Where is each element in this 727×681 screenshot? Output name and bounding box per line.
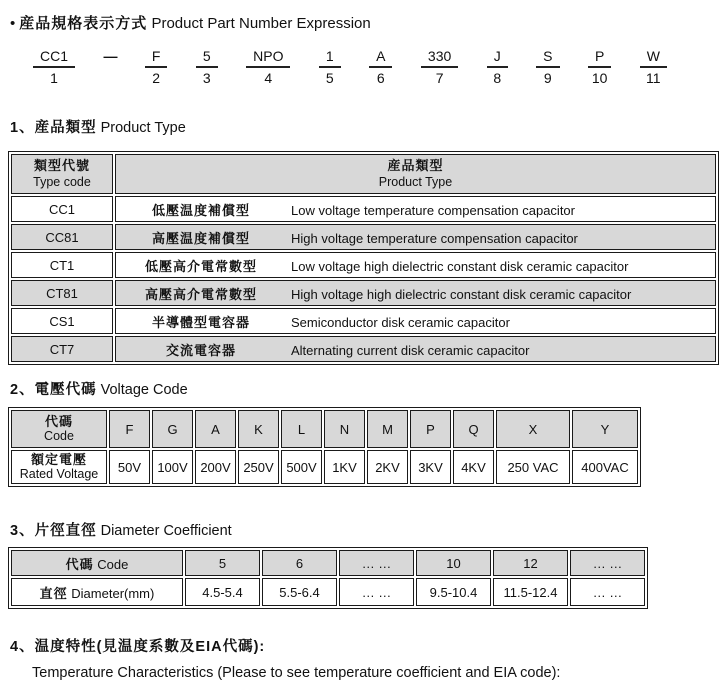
part-number-segment [487,48,508,86]
section-4-english-line: Temperature Characteristics (Please to see temperature coefficient and EIA code): [32,665,561,681]
part-number-position: 5 [325,70,334,86]
product-name-zh: 交流電容器 [165,342,236,358]
diameter-code-label-cell [11,550,183,576]
voltage-code-table [8,407,641,487]
product-name-en: Low voltage temperature compensation capacitor [291,202,575,218]
part-number-segment [33,48,75,86]
part-number-code: 1 [319,48,341,68]
rated-voltage-cell: 100V [152,450,193,484]
voltage-code-label-en: Code [44,429,74,443]
voltage-code-cell: F [109,410,150,448]
diameter-label-en: Diameter(mm) [71,585,155,601]
part-number-code: F [145,48,168,68]
section-2-heading [10,378,727,399]
part-number-position: 3 [202,70,211,86]
voltage-code-cell: Y [572,410,638,448]
voltage-code-cell: X [496,410,570,448]
product-type-cell [115,308,716,334]
part-number-code: P [588,48,611,68]
product-type-row [11,308,716,334]
part-number-code: S [536,48,559,68]
diameter-table [8,547,648,609]
part-number-code: 5 [196,48,218,68]
part-number-segment [319,48,341,86]
voltage-code-label-zh: 代碼 [44,414,73,429]
rated-voltage-cell: 1KV [324,450,365,484]
product-type-cell [115,224,716,250]
diameter-code-cell: 12 [493,550,568,576]
product-name-en: Semiconductor disk ceramic capacitor [291,314,510,330]
page-title-en: Product Part Number Expression [151,15,371,32]
part-number-code: 330 [421,48,458,68]
diameter-code-label-en: Code [97,556,129,572]
product-type-row [11,196,716,222]
part-number-segment [640,48,667,86]
part-number-segment [145,48,168,86]
type-code-cell: CT7 [11,336,113,362]
type-code-cell: CC81 [11,224,113,250]
product-type-header-cell [115,154,716,194]
diameter-value-cell: 5.5-6.4 [262,578,337,606]
part-number-position: 8 [493,70,502,86]
part-number-dash-icon: — [103,48,117,64]
rated-voltage-label-cell [11,450,107,484]
diameter-value-cell: … … [339,578,414,606]
voltage-code-label-cell [11,410,107,448]
product-type-cell [115,336,716,362]
part-number-row [33,48,667,86]
part-number-segment [588,48,611,86]
rated-voltage-cell: 400VAC [572,450,638,484]
voltage-code-cell: G [152,410,193,448]
product-name-zh: 低壓温度補償型 [151,202,250,218]
part-number-code: CC1 [33,48,75,68]
diameter-code-cell: 6 [262,550,337,576]
bullet-icon: • [10,15,16,32]
part-number-position: 4 [264,70,273,86]
type-code-cell: CC1 [11,196,113,222]
diameter-value-row [11,578,645,606]
part-number-position: 6 [376,70,385,86]
section-2-heading-en: Voltage Code [100,382,188,398]
section-2-heading-zh: 2、電壓代碼 [10,382,97,398]
product-type-header-en: Product Type [378,175,453,189]
type-code-header-cell [11,154,113,194]
voltage-code-cell: N [324,410,365,448]
section-1-heading-en: Product Type [100,120,186,136]
rated-voltage-row [11,450,638,484]
section-4-heading-zh: 4、温度特性(見温度系數及EIA代碼): [10,639,266,655]
part-number-segment [196,48,218,86]
product-type-cell [115,196,716,222]
rated-voltage-label-zh: 額定電壓 [30,452,87,467]
part-number-position: 10 [591,70,608,86]
part-number-segment [421,48,458,86]
rated-voltage-label-en: Rated Voltage [19,467,99,481]
part-number-segment [246,48,290,86]
diameter-label-cell [11,578,183,606]
type-code-header-en: Type code [33,175,91,189]
rated-voltage-cell: 4KV [453,450,494,484]
diameter-value-cell: 11.5-12.4 [493,578,568,606]
product-name-en: Low voltage high dielectric constant disk ceramic capacitor [291,258,629,274]
voltage-code-cell: L [281,410,322,448]
rated-voltage-cell: 250 VAC [496,450,570,484]
part-number-position: 9 [543,70,552,86]
section-3-heading-en: Diameter Coefficient [100,523,232,539]
type-code-header-zh: 類型代號 [33,158,90,173]
diameter-table-body [11,550,645,606]
product-type-row [11,224,716,250]
page-title-zh: 産品規格表示方式 [19,15,148,32]
diameter-code-cell: … … [339,550,414,576]
voltage-code-cell: Q [453,410,494,448]
voltage-code-cell: M [367,410,408,448]
part-number-code: NPO [246,48,290,68]
product-type-table [8,151,719,365]
voltage-code-header-row [11,410,638,448]
rated-voltage-cell: 200V [195,450,236,484]
diameter-code-cell: 5 [185,550,260,576]
diameter-label-zh: 直徑 [39,585,68,601]
product-type-row [11,280,716,306]
part-number-position: 11 [646,70,661,86]
product-name-en: High voltage high dielectric constant disk ceramic capacitor [291,286,632,302]
part-number-code: W [640,48,667,68]
type-code-cell: CT1 [11,252,113,278]
rated-voltage-cell: 500V [281,450,322,484]
rated-voltage-cell: 2KV [367,450,408,484]
section-3-heading [10,519,727,540]
type-code-cell: CS1 [11,308,113,334]
diameter-value-cell: 4.5-5.4 [185,578,260,606]
product-name-zh: 半導體型電容器 [151,314,250,330]
product-type-cell [115,280,716,306]
rated-voltage-cell: 250V [238,450,279,484]
section-1-heading-zh: 1、産品類型 [10,120,97,136]
product-type-header-zh: 産品類型 [387,158,444,173]
page-title [0,0,727,33]
product-type-header-row [11,154,716,194]
part-number-code: J [487,48,508,68]
section-4-heading [10,635,727,656]
part-number-position: 2 [152,70,161,86]
diameter-code-header-row [11,550,645,576]
part-number-segment [369,48,392,86]
product-name-zh: 低壓高介電常數型 [144,258,257,274]
section-1-heading [10,116,727,137]
voltage-code-cell: P [410,410,451,448]
rated-voltage-cell: 3KV [410,450,451,484]
product-name-en: High voltage temperature compensation capacitor [291,230,578,246]
diameter-value-cell: 9.5-10.4 [416,578,491,606]
product-name-zh: 高壓高介電常數型 [144,286,257,302]
product-name-zh: 高壓温度補償型 [151,230,250,246]
part-number-position: 7 [435,70,444,86]
diameter-value-cell: … … [570,578,645,606]
voltage-code-table-body [11,410,638,484]
type-code-cell: CT81 [11,280,113,306]
diameter-code-cell: … … [570,550,645,576]
part-number-code: A [369,48,392,68]
product-type-row [11,252,716,278]
voltage-code-cell: K [238,410,279,448]
product-type-cell [115,252,716,278]
diameter-code-cell: 10 [416,550,491,576]
product-type-row [11,336,716,362]
product-type-table-body [11,196,716,362]
section-3-heading-zh: 3、片徑直徑 [10,523,97,539]
part-number-position: 1 [50,70,58,86]
diameter-code-label-zh: 代碼 [65,556,94,572]
voltage-code-cell: A [195,410,236,448]
rated-voltage-cell: 50V [109,450,150,484]
product-name-en: Alternating current disk ceramic capacitor [291,342,530,358]
part-number-segment [536,48,559,86]
